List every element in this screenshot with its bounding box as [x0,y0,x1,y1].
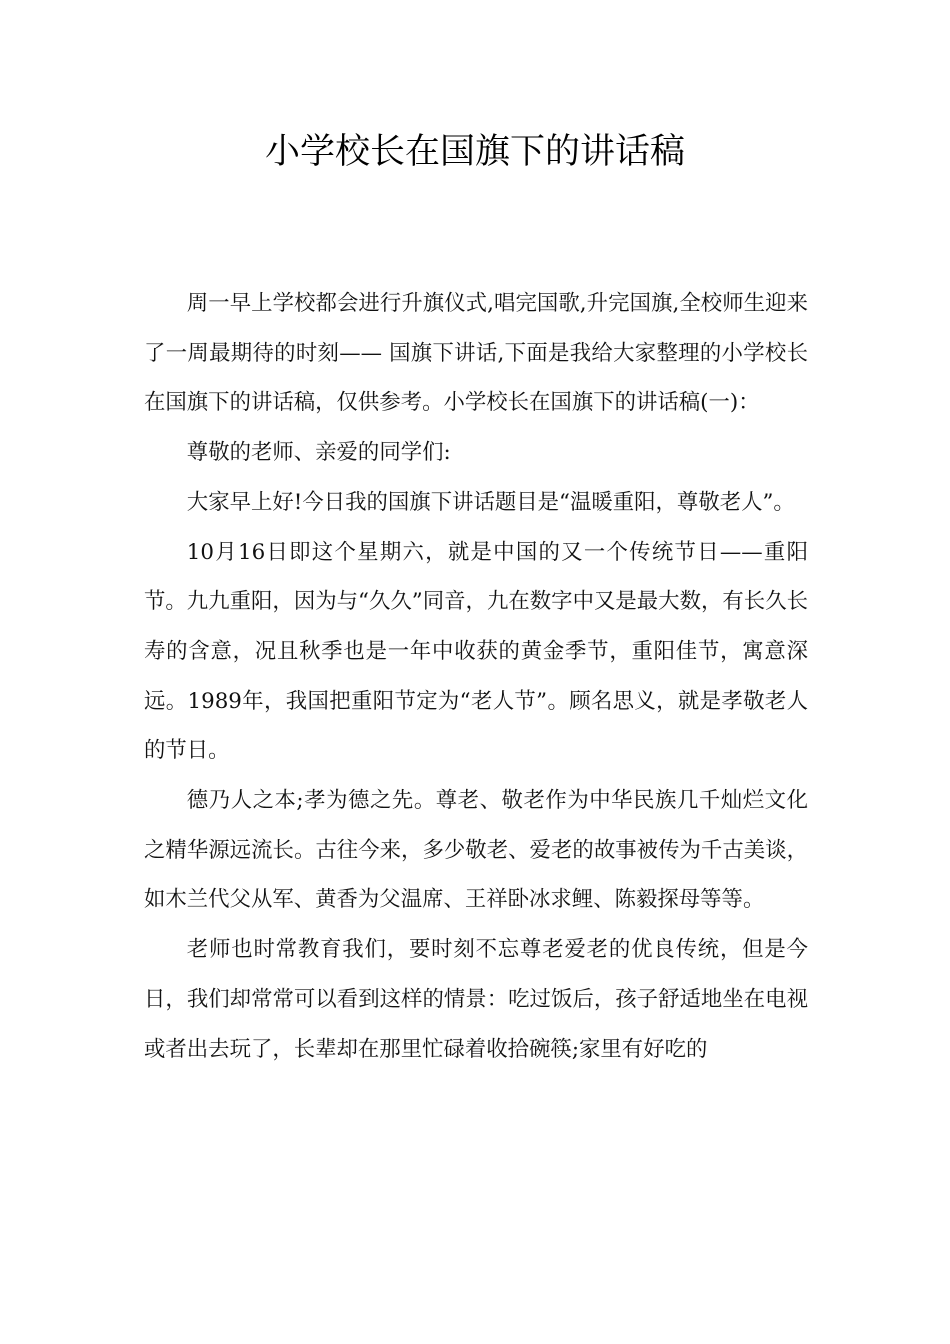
paragraph-salutation: 尊敬的老师、亲爱的同学们: [186,440,451,466]
paragraph-intro: 周一早上学校都会进行升旗仪式,唱完国歌,升完国旗,全校师生迎来了一周最期待的时刻—— 国旗下讲话,下面是我给大家整理的小学校长在国旗下的讲话稿，仅供参考。小学校长在国旗下的讲话稿(一)： [144,291,808,416]
document-body [144,279,808,1074]
paragraph-teachers: 老师也时常教育我们，要时刻不忘尊老爱老的优良传统，但是今日，我们却常常可以看到这样的情景：吃过饭后，孩子舒适地坐在电视或者出去玩了，长辈却在那里忙碌着收拾碗筷;家里有好吃的 [144,937,808,1062]
paragraph-virtue: 德乃人之本;孝为德之先。尊老、敬老作为中华民族几千灿烂文化之精华源远流长。古往今来，多少敬老、爱老的故事被传为千古美谈，如木兰代父从军、黄香为父温席、王祥卧冰求鲤、陈毅探母等等。 [144,788,808,913]
document-title: 小学校长在国旗下的讲话稿 [264,132,685,172]
paragraph-chongyang: 10月16日即这个星期六，就是中国的又一个传统节日——重阳节。九九重阳，因为与“久久”同音，九在数字中又是最大数，有长久长寿的含意，况且秋季也是一年中收获的黄金季节，重阳佳节，寓意深远。1989年，我国把重阳节定为“老人节”。顾名思义，就是孝敬老人的节日。 [144,539,808,764]
paragraph-greeting: 大家早上好!今日我的国旗下讲话题目是“温暖重阳，尊敬老人”。 [186,489,795,515]
